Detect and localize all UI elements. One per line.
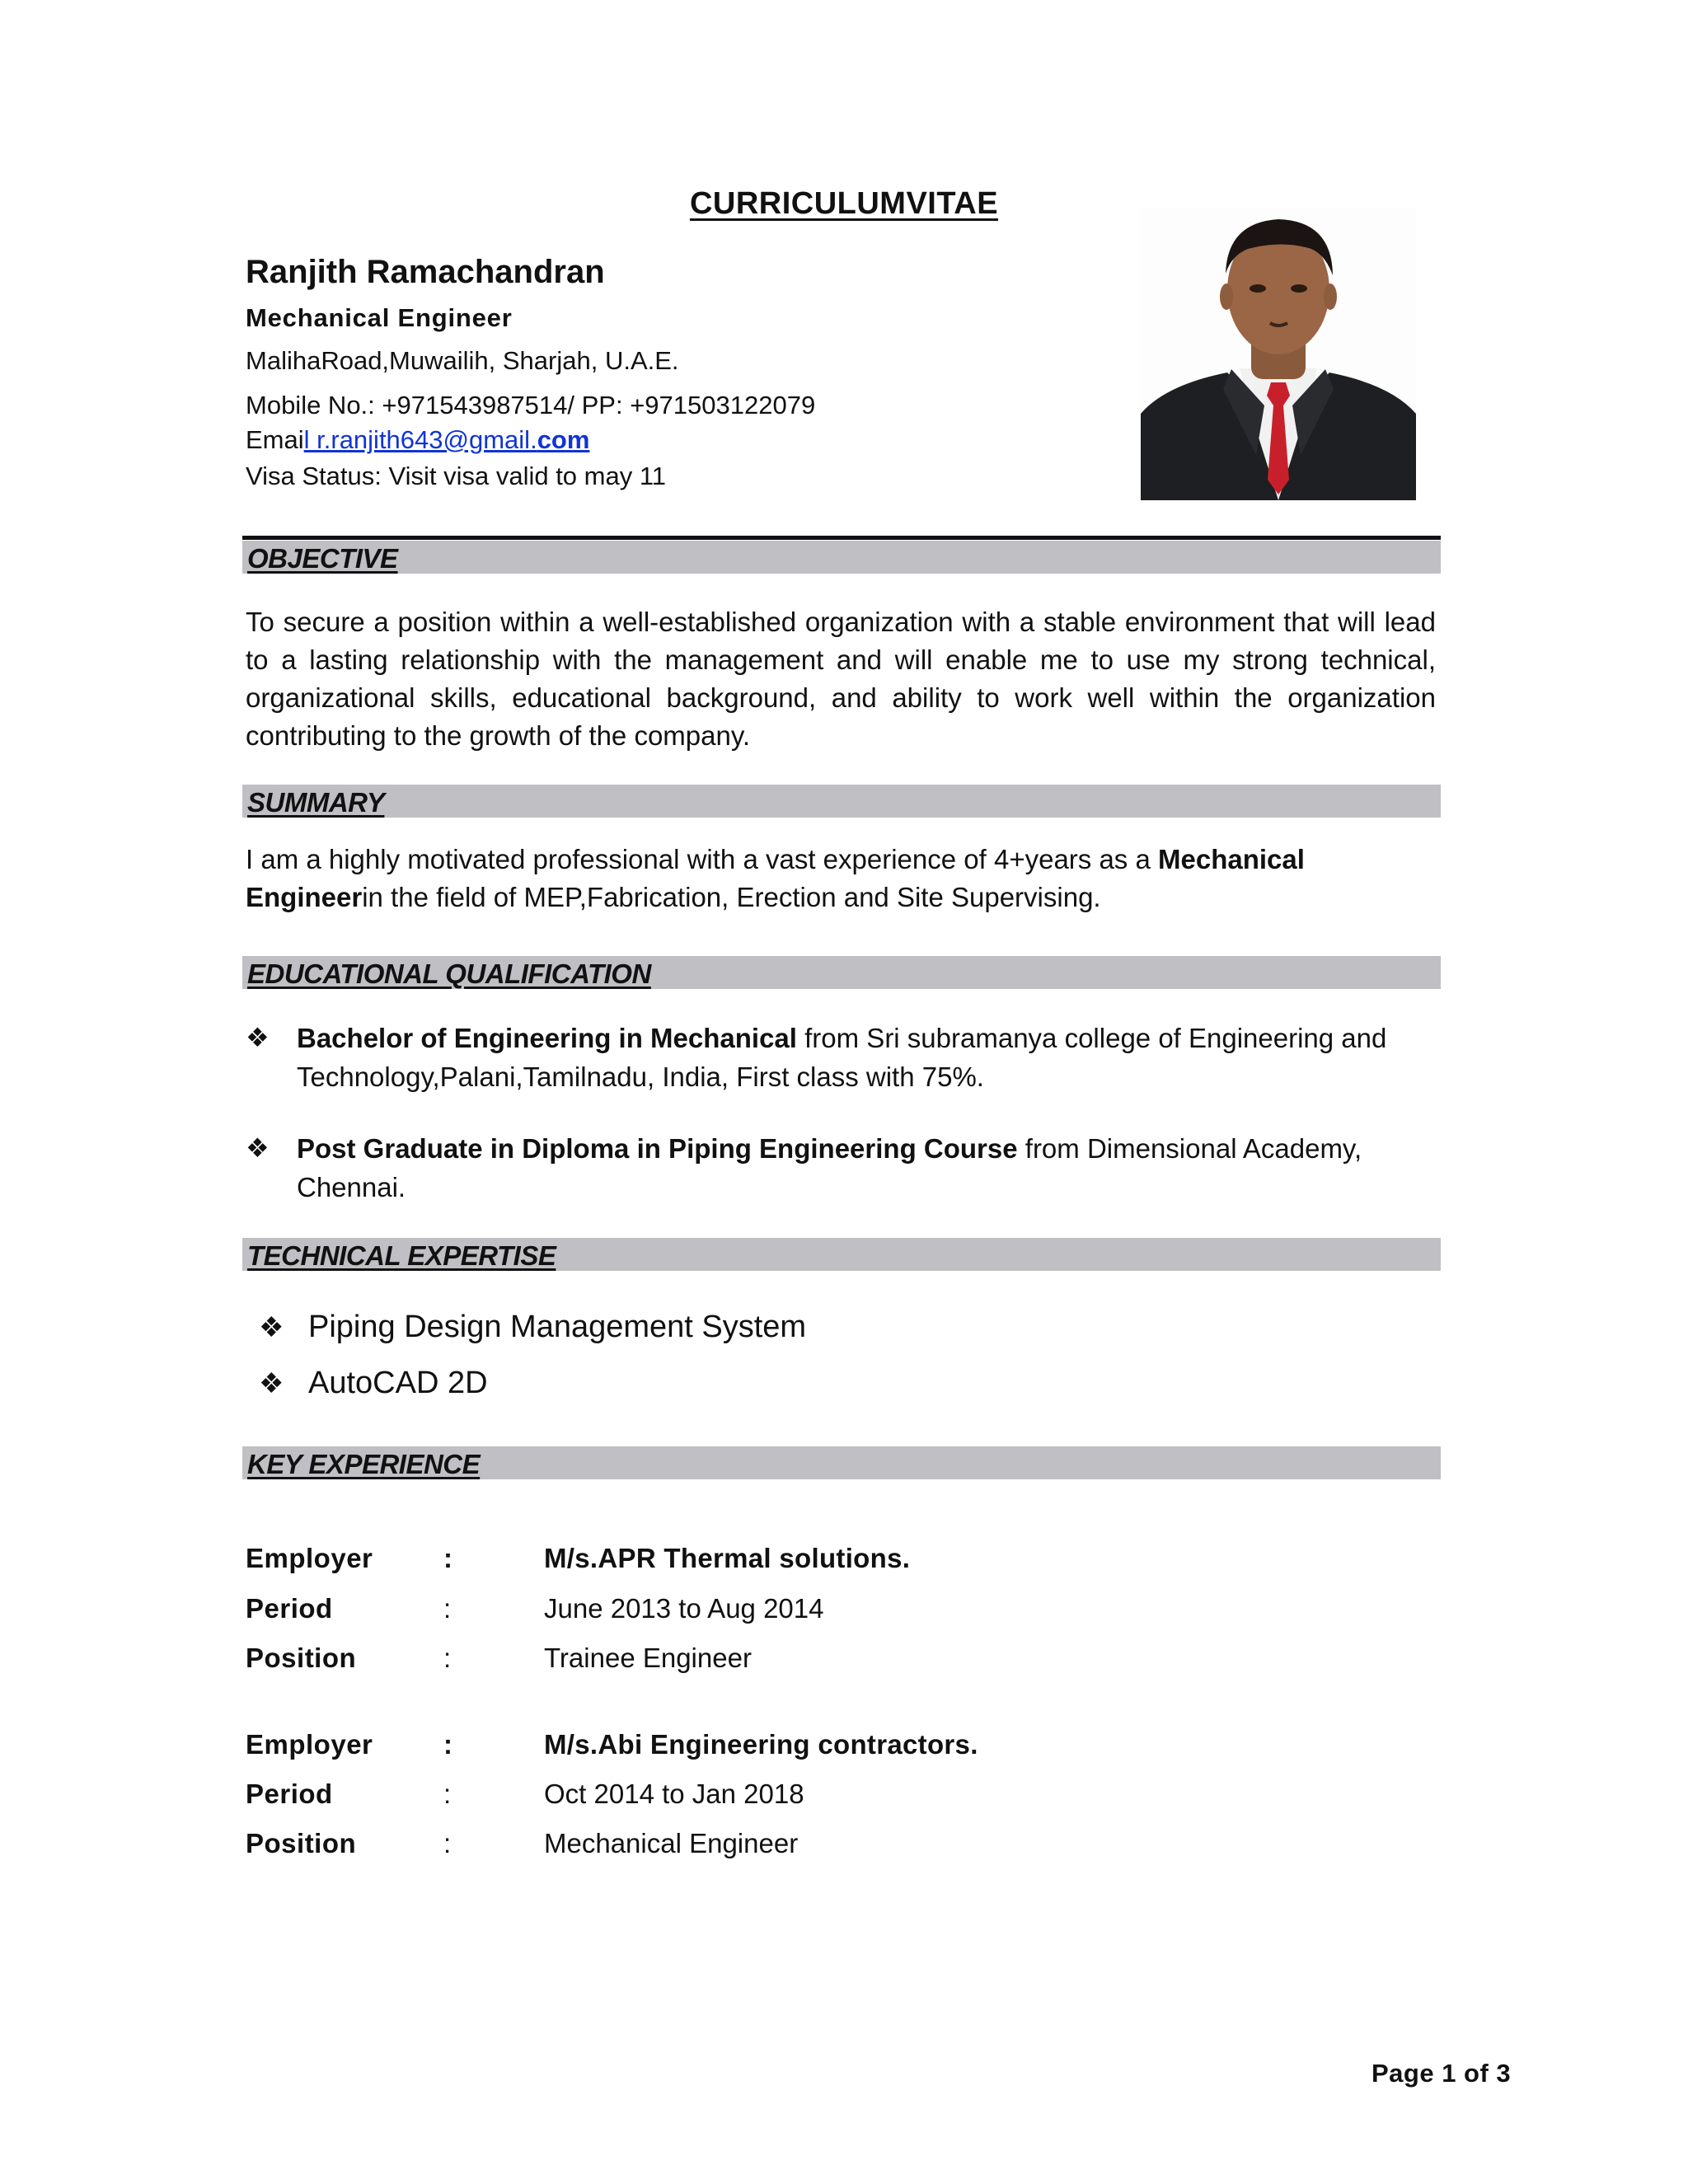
technical-heading-bar <box>242 1238 1441 1271</box>
job-2-employer: Employer : M/s.Abi Engineering contractors. <box>246 1729 978 1760</box>
bullet-icon: ❖ <box>259 1368 284 1399</box>
candidate-role: Mechanical Engineer <box>246 303 513 332</box>
email-line: Email r.ranjith643@gmail.com <box>246 425 590 454</box>
job-1-position: Position : Trainee Engineer <box>246 1643 752 1673</box>
visa-status: Visa Status: Visit visa valid to may 11 <box>246 462 667 490</box>
technical-heading: TECHNICAL EXPERTISE <box>247 1240 556 1271</box>
bullet-icon: ❖ <box>246 1133 270 1163</box>
education-item: ❖ Post Graduate in Diploma in Piping Engineering Course from Dimensional Academy, Chennai. <box>246 1129 1436 1207</box>
mobile-number: Mobile No.: +971543987514/ PP: +971503122079 <box>246 391 816 419</box>
candidate-name: Ranjith Ramachandran <box>246 254 605 290</box>
email-link[interactable]: l r.ranjith643@gmail.com <box>303 425 590 454</box>
objective-text: To secure a position within a well-established organization with a stable environment that will lead to a lasting relationship with the management and will enable me to use my strong technical, organizational skills, educational background, and ability to work well within the organization contributing to the growth of the company. <box>246 607 1436 751</box>
bullet-icon: ❖ <box>259 1312 284 1343</box>
education-heading: EDUCATIONAL QUALIFICATION <box>247 958 651 989</box>
technical-item: ❖ Piping Design Management System <box>259 1307 806 1347</box>
bullet-icon: ❖ <box>246 1023 270 1052</box>
summary-heading: SUMMARY <box>247 787 385 818</box>
education-heading-bar <box>242 956 1441 989</box>
job-1-employer: Employer : M/s.APR Thermal solutions. <box>246 1543 911 1573</box>
job-2-period: Period : Oct 2014 to Jan 2018 <box>246 1779 804 1809</box>
document-title: CURRICULUMVITAE <box>689 186 999 221</box>
education-item: ❖ Bachelor of Engineering in Mechanical from Sri subramanya college of Engineering and Technology,Palani,Tamilnadu, India, First class with 75%. <box>246 1019 1436 1096</box>
job-1-period: Period : June 2013 to Aug 2014 <box>246 1593 824 1624</box>
technical-item: ❖ AutoCAD 2D <box>259 1363 488 1404</box>
experience-heading-bar <box>242 1446 1441 1479</box>
job-2-position: Position : Mechanical Engineer <box>246 1828 799 1858</box>
objective-heading-bar <box>242 541 1441 574</box>
summary-heading-bar <box>242 785 1441 818</box>
experience-heading: KEY EXPERIENCE <box>247 1449 481 1479</box>
header-divider <box>242 536 1441 540</box>
address: MalihaRoad,Muwailih, Sharjah, U.A.E. <box>246 346 679 375</box>
objective-heading: OBJECTIVE <box>247 543 398 574</box>
summary-text: I am a highly motivated professional with a vast experience of 4+years as a Mechanical Engineerin the field of MEP,Fabrication, Erection and Site Supervising. <box>246 844 1305 912</box>
page-number: Page 1 of 3 <box>1372 2059 1512 2088</box>
profile-photo <box>1141 208 1416 500</box>
